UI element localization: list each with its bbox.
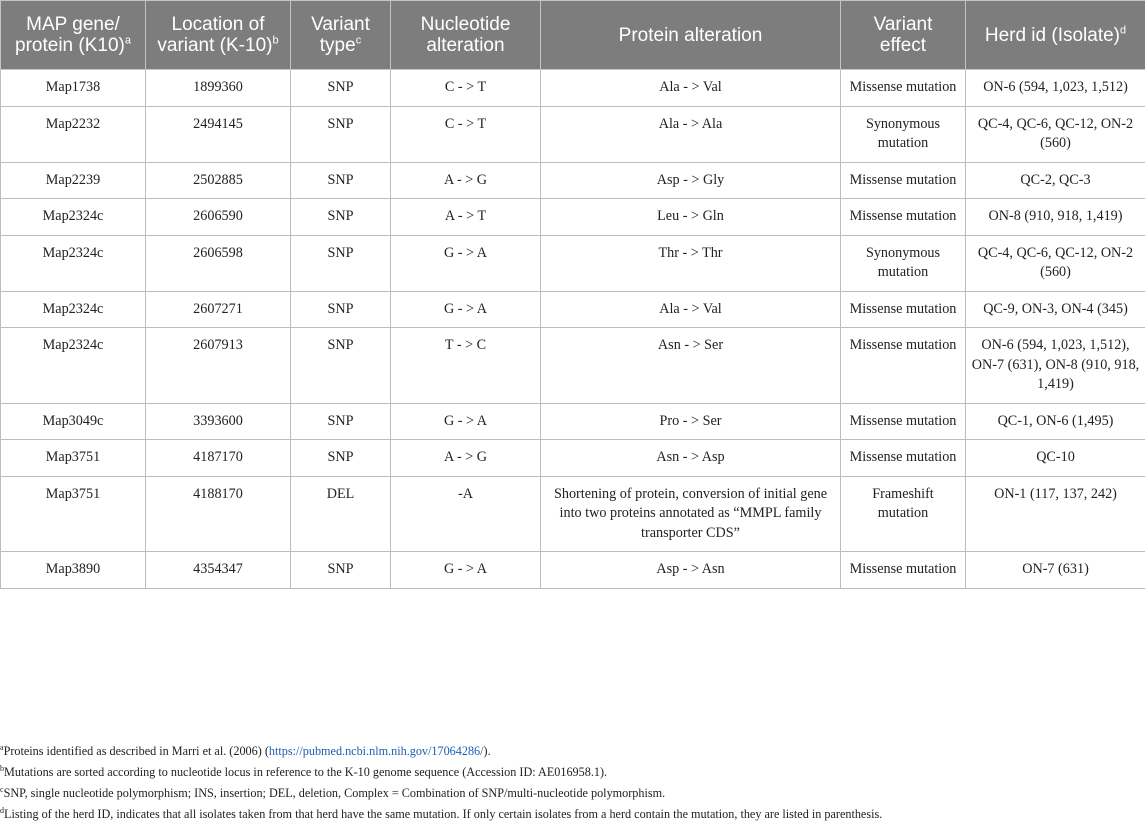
cell-type: SNP xyxy=(291,291,391,328)
cell-gene: Map3890 xyxy=(1,552,146,589)
table-row xyxy=(1,476,1145,552)
table-row xyxy=(1,162,1145,199)
table-row xyxy=(1,106,1145,162)
cell-protein: Ala - > Val xyxy=(541,291,841,328)
footnote-d: $^d$Listing of the herd ID, indicates that all isolates taken from that herd have the same mutation. If only certain isolates from a herd contain the mutation, they are listed in parenthesis. xyxy=(0,806,883,821)
cell-location: 2502885 xyxy=(146,162,291,199)
cell-location: 2606598 xyxy=(146,235,291,291)
cell-location: 4354347 xyxy=(146,552,291,589)
cell-protein: Asn - > Ser xyxy=(541,328,841,404)
cell-protein: Asn - > Asp xyxy=(541,440,841,477)
cell-gene: Map1738 xyxy=(1,70,146,107)
cell-herd: ON-6 (594, 1,023, 1,512) xyxy=(966,70,1145,107)
footnote-c: $^c$SNP, single nucleotide polymorphism; INS, insertion; DEL, deletion, Complex = Combination of SNP/multi-nucleotide polymorphism. xyxy=(0,785,666,800)
table-row xyxy=(1,235,1145,291)
cell-nucleotide: -A xyxy=(391,476,541,552)
cell-location: 2606590 xyxy=(146,199,291,236)
table-row xyxy=(1,199,1145,236)
cell-gene: Map3049c xyxy=(1,403,146,440)
cell-location: 2494145 xyxy=(146,106,291,162)
cell-herd: QC-4, QC-6, QC-12, ON-2 (560) xyxy=(966,235,1145,291)
cell-nucleotide: A - > G xyxy=(391,440,541,477)
cell-location: 2607913 xyxy=(146,328,291,404)
cell-nucleotide: C - > T xyxy=(391,70,541,107)
cell-protein: Ala - > Val xyxy=(541,70,841,107)
cell-effect: Missense mutation xyxy=(841,199,966,236)
cell-effect: Missense mutation xyxy=(841,70,966,107)
header-effect: Variant effect xyxy=(841,1,966,70)
cell-effect: Frameshift mutation xyxy=(841,476,966,552)
cell-protein: Ala - > Ala xyxy=(541,106,841,162)
cell-location: 1899360 xyxy=(146,70,291,107)
cell-gene: Map2239 xyxy=(1,162,146,199)
cell-gene: Map2324c xyxy=(1,328,146,404)
header-location: Location of variant $(K-10)^b$ xyxy=(146,1,291,70)
footnotes xyxy=(0,741,1145,825)
cell-type: SNP xyxy=(291,403,391,440)
footnote-a: $^a$Proteins identified as described in Marri et al. (2006) (https://pubmed.ncbi.nlm.nih.gov/17064286/). xyxy=(0,743,491,758)
cell-herd: QC-4, QC-6, QC-12, ON-2 (560) xyxy=(966,106,1145,162)
cell-type: DEL xyxy=(291,476,391,552)
header-herd: Herd id (Isolate)$^d$ xyxy=(966,1,1145,70)
table-row xyxy=(1,291,1145,328)
table-row xyxy=(1,440,1145,477)
cell-effect: Missense mutation xyxy=(841,328,966,404)
cell-gene: Map2324c xyxy=(1,291,146,328)
cell-herd: ON-6 (594, 1,023, 1,512), ON-7 (631), ON-8 (910, 918, 1,419) xyxy=(966,328,1145,404)
cell-gene: Map3751 xyxy=(1,476,146,552)
cell-type: SNP xyxy=(291,106,391,162)
cell-gene: Map2324c xyxy=(1,199,146,236)
header-variant-type: Variant type$^c$ xyxy=(291,1,391,70)
cell-type: SNP xyxy=(291,552,391,589)
cell-protein: Pro - > Ser xyxy=(541,403,841,440)
cell-protein: Shortening of protein, conversion of initial gene into two proteins annotated as “MMPL family transporter CDS” xyxy=(541,476,841,552)
cell-type: SNP xyxy=(291,199,391,236)
header-gene: MAP gene/ protein $(K10)^a$ xyxy=(1,1,146,70)
cell-gene: Map2232 xyxy=(1,106,146,162)
table-row xyxy=(1,552,1145,589)
cell-nucleotide: G - > A xyxy=(391,235,541,291)
cell-nucleotide: G - > A xyxy=(391,403,541,440)
cell-herd: ON-8 (910, 918, 1,419) xyxy=(966,199,1145,236)
cell-nucleotide: T - > C xyxy=(391,328,541,404)
cell-herd: ON-7 (631) xyxy=(966,552,1145,589)
cell-effect: Missense mutation xyxy=(841,403,966,440)
cell-protein: Asp - > Gly xyxy=(541,162,841,199)
cell-nucleotide: A - > T xyxy=(391,199,541,236)
footnote-b: $^b$Mutations are sorted according to nucleotide locus in reference to the K-10 genome sequence (Accession ID: AE016958.1). xyxy=(0,764,608,779)
cell-protein: Leu - > Gln xyxy=(541,199,841,236)
cell-gene: Map2324c xyxy=(1,235,146,291)
table-row xyxy=(1,70,1145,107)
cell-gene: Map3751 xyxy=(1,440,146,477)
header-nucleotide: Nucleotide alteration xyxy=(391,1,541,70)
cell-location: 4187170 xyxy=(146,440,291,477)
cell-nucleotide: A - > G xyxy=(391,162,541,199)
cell-herd: QC-1, ON-6 (1,495) xyxy=(966,403,1145,440)
cell-type: SNP xyxy=(291,328,391,404)
cell-effect: Missense mutation xyxy=(841,291,966,328)
cell-effect: Synonymous mutation xyxy=(841,106,966,162)
cell-location: 2607271 xyxy=(146,291,291,328)
pubmed-link[interactable]: https://pubmed.ncbi.nlm.nih.gov/17064286/ xyxy=(268,744,484,758)
cell-type: SNP xyxy=(291,162,391,199)
header-protein: Protein alteration xyxy=(541,1,841,70)
cell-effect: Missense mutation xyxy=(841,440,966,477)
cell-location: 3393600 xyxy=(146,403,291,440)
cell-type: SNP xyxy=(291,440,391,477)
cell-herd: ON-1 (117, 137, 242) xyxy=(966,476,1145,552)
cell-herd: QC-2, QC-3 xyxy=(966,162,1145,199)
cell-type: SNP xyxy=(291,235,391,291)
table-row xyxy=(1,328,1145,404)
cell-nucleotide: G - > A xyxy=(391,291,541,328)
cell-nucleotide: G - > A xyxy=(391,552,541,589)
cell-effect: Synonymous mutation xyxy=(841,235,966,291)
cell-nucleotide: C - > T xyxy=(391,106,541,162)
cell-effect: Missense mutation xyxy=(841,552,966,589)
header-row xyxy=(1,1,1145,70)
cell-herd: QC-9, ON-3, ON-4 (345) xyxy=(966,291,1145,328)
cell-protein: Asp - > Asn xyxy=(541,552,841,589)
cell-herd: QC-10 xyxy=(966,440,1145,477)
cell-protein: Thr - > Thr xyxy=(541,235,841,291)
cell-location: 4188170 xyxy=(146,476,291,552)
table-row xyxy=(1,403,1145,440)
cell-effect: Missense mutation xyxy=(841,162,966,199)
cell-type: SNP xyxy=(291,70,391,107)
